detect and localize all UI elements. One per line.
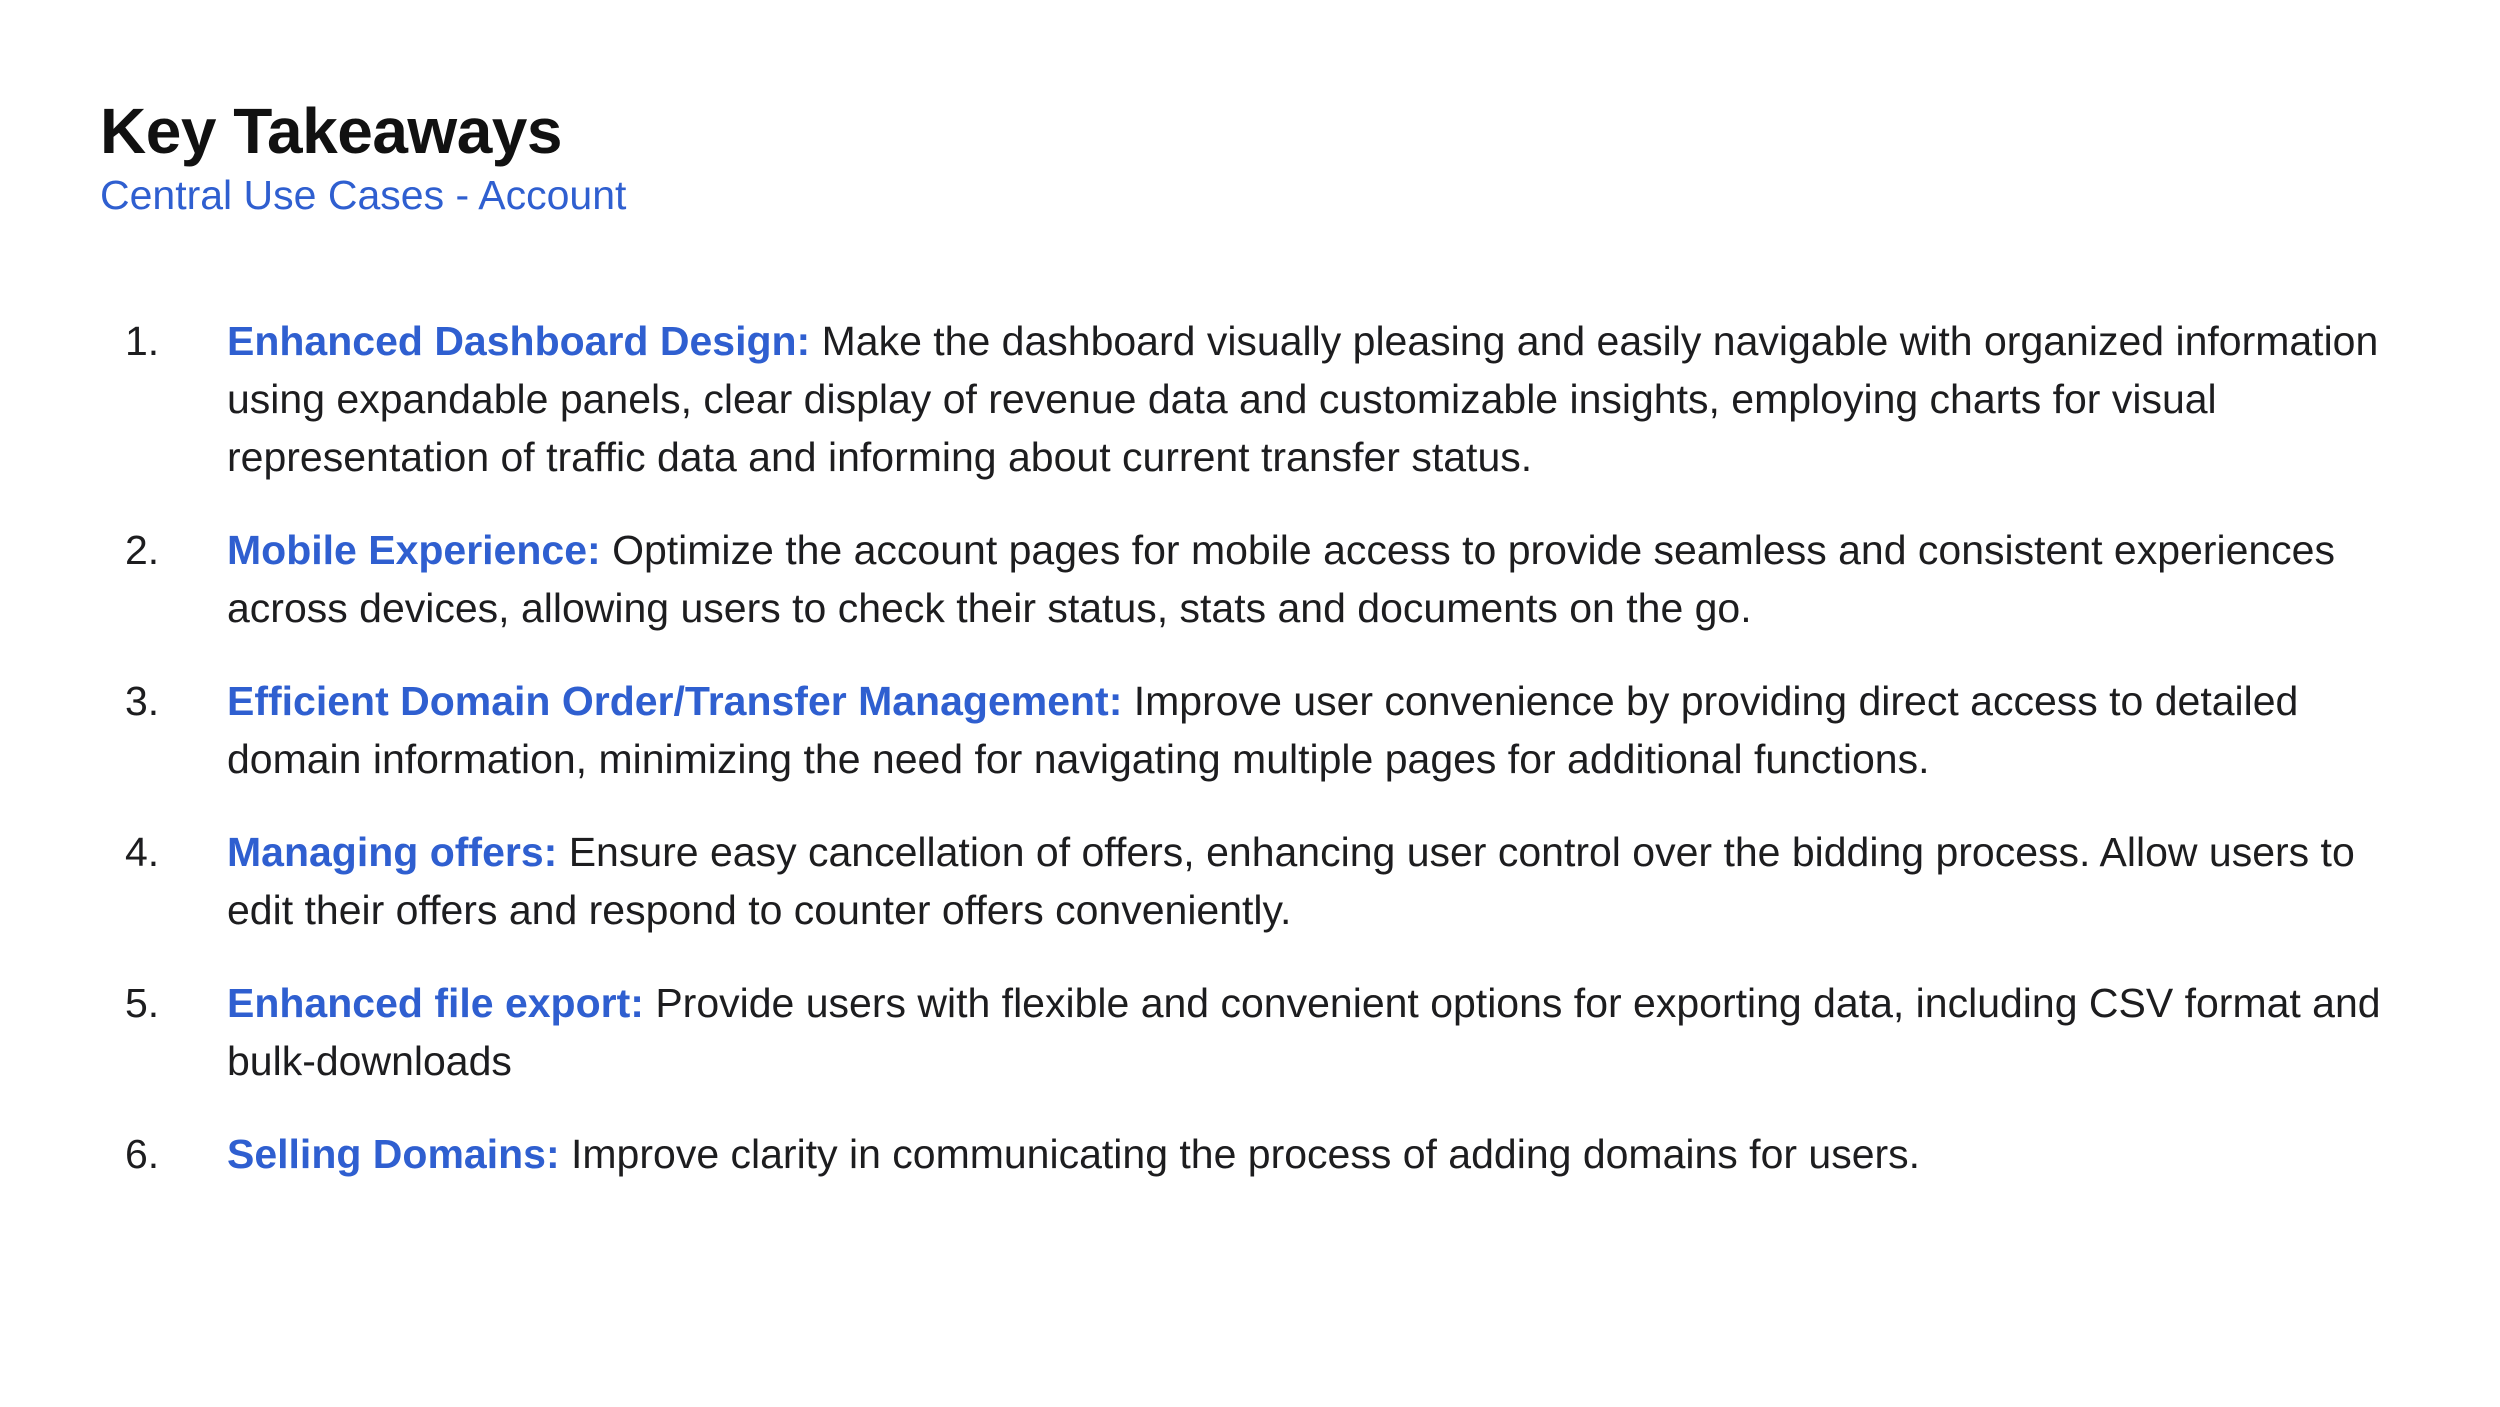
takeaway-number: 2. [125, 527, 160, 573]
takeaway-text [227, 521, 2405, 637]
takeaway-item [125, 1125, 2405, 1183]
takeaway-text [227, 312, 2405, 486]
takeaways-list [125, 312, 2405, 1218]
takeaway-item [125, 672, 2405, 788]
slide-title: Key Takeaways [100, 95, 562, 167]
takeaway-item [125, 823, 2405, 939]
takeaway-heading: Selling Domains: [227, 1131, 560, 1177]
takeaway-number: 1. [125, 318, 160, 364]
takeaway-text [227, 974, 2405, 1090]
takeaway-number: 3. [125, 678, 160, 724]
takeaway-text [227, 672, 2405, 788]
takeaway-text [227, 823, 2405, 939]
takeaway-text [227, 1125, 2405, 1183]
takeaway-body: Ensure easy cancellation of offers, enhancing user control over the bidding process. Allow users to edit their offers and respond to counter offers conveniently. [227, 829, 2355, 933]
takeaway-body: Make the dashboard visually pleasing and easily navigable with organized information using expandable panels, clear display of revenue data and customizable insights, employing charts for visual representation of traffic data and informing about current transfer status. [227, 318, 2379, 480]
takeaway-item [125, 312, 2405, 486]
takeaway-heading: Mobile Experience: [227, 527, 601, 573]
takeaway-heading: Enhanced file export: [227, 980, 644, 1026]
takeaway-body: Improve user convenience by providing direct access to detailed domain information, minimizing the need for navigating multiple pages for additional functions. [227, 678, 2299, 782]
takeaway-heading: Efficient Domain Order/Transfer Management: [227, 678, 1123, 724]
takeaway-body: Optimize the account pages for mobile access to provide seamless and consistent experiences across devices, allowing users to check their status, stats and documents on the go. [227, 527, 2335, 631]
slide-subtitle: Central Use Cases - Account [100, 172, 627, 218]
takeaway-body: Provide users with flexible and convenient options for exporting data, including CSV format and bulk-downloads [227, 980, 2381, 1084]
slide-header [100, 92, 626, 220]
takeaway-item [125, 521, 2405, 637]
takeaway-heading: Enhanced Dashboard Design: [227, 318, 811, 364]
takeaway-item [125, 974, 2405, 1090]
takeaway-body: Improve clarity in communicating the process of adding domains for users. [571, 1131, 1921, 1177]
takeaway-number: 5. [125, 980, 160, 1026]
takeaway-number: 4. [125, 829, 160, 875]
takeaway-number: 6. [125, 1131, 160, 1177]
takeaway-heading: Managing offers: [227, 829, 558, 875]
